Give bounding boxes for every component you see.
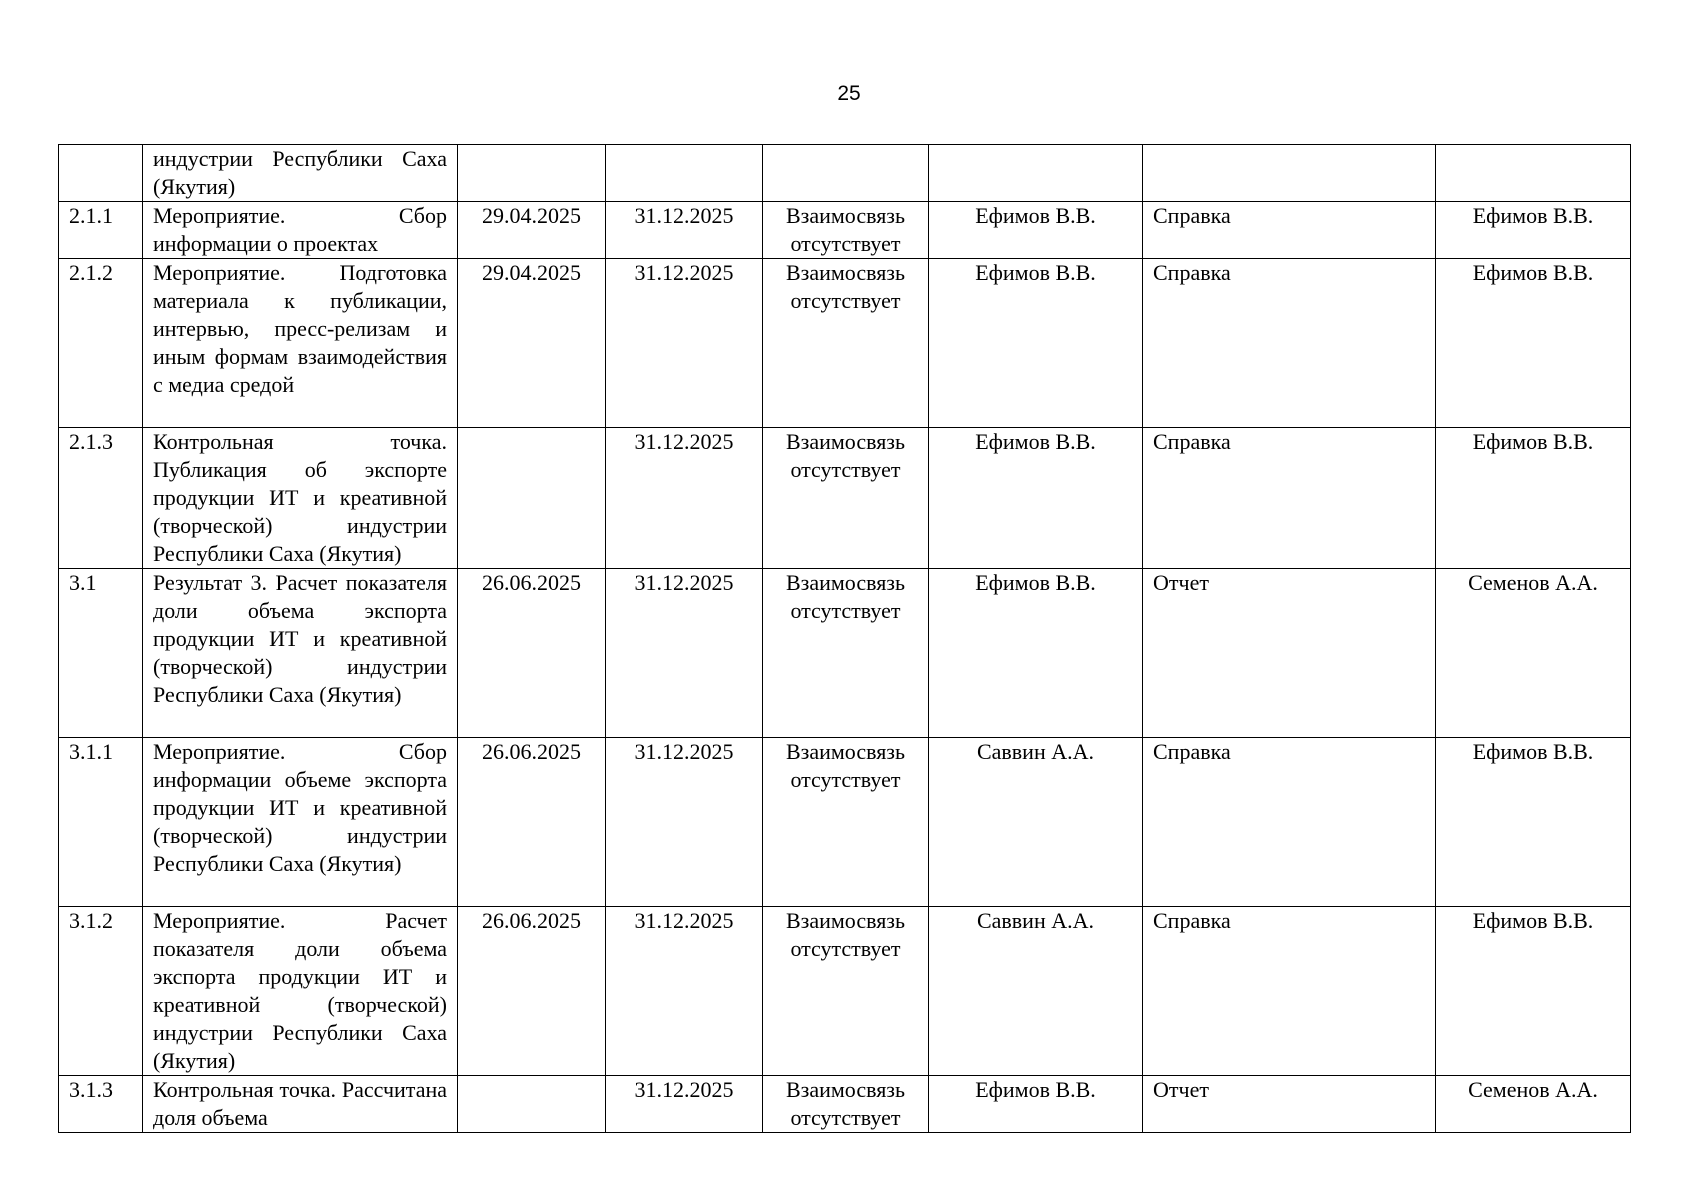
row-document: [1143, 145, 1436, 202]
row-end-date: 31.12.2025: [606, 907, 763, 1076]
row-start-date: 26.06.2025: [458, 907, 606, 1076]
row-end-date: 31.12.2025: [606, 1076, 763, 1133]
row-approver: Ефимов В.В.: [1436, 428, 1631, 569]
row-description: Контрольная точка. Публикация об экспорте продукции ИТ и креативной (творческой) индустрии Республики Саха (Якутия): [143, 428, 458, 569]
row-approver: Семенов А.А.: [1436, 569, 1631, 738]
row-start-date: 29.04.2025: [458, 259, 606, 428]
row-document: Справка: [1143, 428, 1436, 569]
row-description: Мероприятие. Сбор информации о проектах: [143, 202, 458, 259]
row-responsible: [929, 145, 1143, 202]
row-document: Справка: [1143, 259, 1436, 428]
row-description: Контрольная точка. Рассчитана доля объема: [143, 1076, 458, 1133]
table-row: [59, 1076, 1631, 1133]
table-row: [59, 738, 1631, 907]
row-relation: Взаимосвязь отсутствует: [763, 202, 929, 259]
row-relation: [763, 145, 929, 202]
row-number: 3.1.2: [59, 907, 143, 1076]
row-relation: Взаимосвязь отсутствует: [763, 738, 929, 907]
row-description: индустрии Республики Саха (Якутия): [143, 145, 458, 202]
row-description: Мероприятие. Расчет показателя доли объема экспорта продукции ИТ и креативной (творческой) индустрии Республики Саха (Якутия): [143, 907, 458, 1076]
row-end-date: [606, 145, 763, 202]
row-relation: Взаимосвязь отсутствует: [763, 569, 929, 738]
row-document: Отчет: [1143, 1076, 1436, 1133]
row-description: Результат 3. Расчет показателя доли объема экспорта продукции ИТ и креативной (творческой) индустрии Республики Саха (Якутия): [143, 569, 458, 738]
row-document: Отчет: [1143, 569, 1436, 738]
row-relation: Взаимосвязь отсутствует: [763, 428, 929, 569]
row-document: Справка: [1143, 907, 1436, 1076]
row-responsible: Саввин А.А.: [929, 907, 1143, 1076]
row-description: Мероприятие. Сбор информации объеме экспорта продукции ИТ и креативной (творческой) индустрии Республики Саха (Якутия): [143, 738, 458, 907]
row-number: 3.1: [59, 569, 143, 738]
table-row: [59, 145, 1631, 202]
row-description: Мероприятие. Подготовка материала к публикации, интервью, пресс-релизам и иным формам взаимодействия с медиа средой: [143, 259, 458, 428]
row-start-date: 29.04.2025: [458, 202, 606, 259]
row-number: 3.1.1: [59, 738, 143, 907]
row-responsible: Ефимов В.В.: [929, 428, 1143, 569]
row-number: 2.1.1: [59, 202, 143, 259]
row-approver: Ефимов В.В.: [1436, 202, 1631, 259]
row-number: 2.1.2: [59, 259, 143, 428]
table-row: [59, 569, 1631, 738]
row-end-date: 31.12.2025: [606, 569, 763, 738]
row-end-date: 31.12.2025: [606, 428, 763, 569]
row-responsible: Ефимов В.В.: [929, 569, 1143, 738]
row-responsible: Ефимов В.В.: [929, 259, 1143, 428]
row-document: Справка: [1143, 738, 1436, 907]
row-responsible: Ефимов В.В.: [929, 1076, 1143, 1133]
row-approver: [1436, 145, 1631, 202]
row-start-date: 26.06.2025: [458, 569, 606, 738]
row-relation: Взаимосвязь отсутствует: [763, 907, 929, 1076]
row-relation: Взаимосвязь отсутствует: [763, 259, 929, 428]
page-number: 25: [837, 82, 861, 105]
plan-table: [58, 144, 1631, 1133]
row-start-date: 26.06.2025: [458, 738, 606, 907]
row-responsible: Ефимов В.В.: [929, 202, 1143, 259]
row-end-date: 31.12.2025: [606, 202, 763, 259]
row-end-date: 31.12.2025: [606, 259, 763, 428]
table-row: [59, 259, 1631, 428]
row-start-date: [458, 145, 606, 202]
row-number: 2.1.3: [59, 428, 143, 569]
row-start-date: [458, 428, 606, 569]
row-number: [59, 145, 143, 202]
row-start-date: [458, 1076, 606, 1133]
table-row: [59, 428, 1631, 569]
row-approver: Ефимов В.В.: [1436, 738, 1631, 907]
row-relation: Взаимосвязь отсутствует: [763, 1076, 929, 1133]
table-row: [59, 907, 1631, 1076]
table-row: [59, 202, 1631, 259]
row-number: 3.1.3: [59, 1076, 143, 1133]
row-approver: Семенов А.А.: [1436, 1076, 1631, 1133]
row-approver: Ефимов В.В.: [1436, 259, 1631, 428]
row-document: Справка: [1143, 202, 1436, 259]
row-responsible: Саввин А.А.: [929, 738, 1143, 907]
row-approver: Ефимов В.В.: [1436, 907, 1631, 1076]
row-end-date: 31.12.2025: [606, 738, 763, 907]
